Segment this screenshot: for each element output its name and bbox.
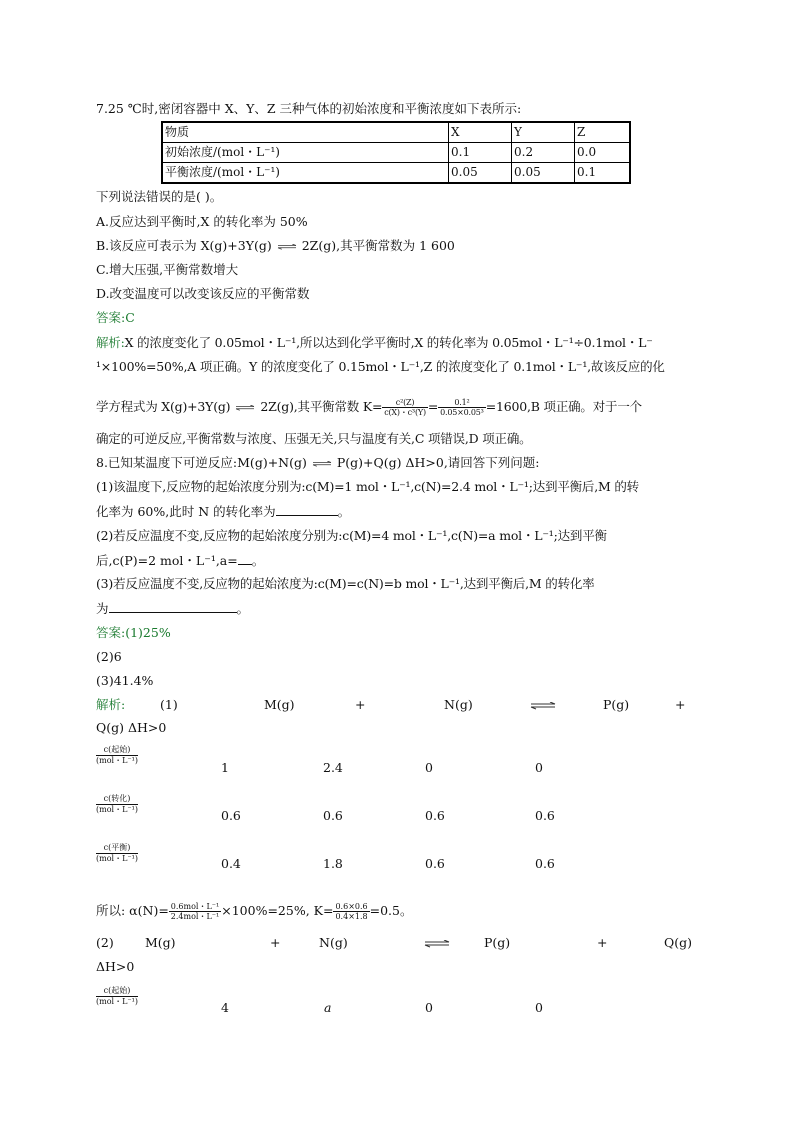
row-label-equilibrium [96,843,138,864]
q7-analysis-line-3 [96,398,642,417]
table-cell: 0.1 [449,143,512,163]
species-n: N(g) [444,697,473,712]
value-cell: 0.6 [425,856,445,871]
q7-option-b [96,238,455,254]
table-row [162,143,630,163]
equilibrium-arrow-icon [530,702,556,710]
species-p: P(g) [603,697,630,712]
fraction-numerator: c²(Z) [382,398,428,408]
value-cell: 2.4 [323,760,343,775]
table-header-cell: Y [512,122,575,143]
value-cell: 0 [535,1000,543,1015]
value-cell: 0.6 [535,856,555,871]
value-cell: 0.6 [323,808,343,823]
q8-part2-line1: (2)若反应温度不变,反应物的起始浓度分别为:c(M)=4 mol・L⁻¹,c(N)=a mol・L⁻¹;达到平衡 [96,528,607,543]
table-cell: 平衡浓度/(mol・L⁻¹) [162,163,449,184]
table-header-cell: X [449,122,512,143]
answer-blank[interactable] [109,600,237,613]
enthalpy-label: ΔH>0 [96,959,135,974]
fraction-numerator: c(起始) [96,986,138,997]
q7-concentration-table [161,121,631,184]
value-cell: a [324,1000,332,1015]
value-cell: 1.8 [323,856,343,871]
q7-option-c: C.增大压强,平衡常数增大 [96,262,239,277]
fraction-denominator: (mol・L⁻¹) [96,805,138,814]
answer-blank[interactable] [238,552,252,565]
q8-part1-line2 [96,503,350,520]
analysis-label: 解析: [96,697,126,712]
fraction-denominator: 0.05×0.05³ [440,408,484,417]
fraction-denominator: (mol・L⁻¹) [96,756,138,765]
q7-option-a: A.反应达到平衡时,X 的转化率为 50% [96,214,308,229]
q8-conclusion [96,902,412,921]
table-cell: 0.0 [575,143,631,163]
table-cell: 初始浓度/(mol・L⁻¹) [162,143,449,163]
q7-option-d: D.改变温度可以改变该反应的平衡常数 [96,286,310,301]
q8-stem [96,455,540,471]
equilibrium-arrow-icon [232,405,258,411]
k-value-fraction [438,398,486,417]
value-cell: 4 [221,1000,229,1015]
fraction-numerator: 0.1² [438,398,486,408]
row-label-change [96,794,138,815]
q8-stem-pre: 8.已知某温度下可逆反应:M(g)+N(g) [96,455,307,470]
fraction-denominator: (mol・L⁻¹) [96,997,138,1006]
row-label-start [96,986,138,1007]
row-label-start [96,745,138,766]
table-row [162,122,630,143]
value-cell: 0.6 [425,808,445,823]
answer-blank[interactable] [276,503,338,516]
q7-option-b-pre: B.该反应可表示为 X(g)+3Y(g) [96,238,272,253]
q8-stem-post: P(g)+Q(g) ΔH>0,请回答下列问题: [336,455,540,470]
q8-part1-text: 化率为 60%,此时 N 的转化率为 [96,504,276,519]
q8-answer-2: (2)6 [96,649,122,664]
table-cell: 0.05 [512,163,575,184]
conclusion-mid: ×100%=25%, K= [221,903,334,918]
plus-sign: + [355,697,366,712]
plus-sign: + [675,697,686,712]
fraction-denominator: (mol・L⁻¹) [96,854,138,863]
table-cell: 0.05 [449,163,512,184]
equilibrium-arrow-icon [309,461,335,467]
q8-part1-line1: (1)该温度下,反应物的起始浓度分别为:c(M)=1 mol・L⁻¹,c(N)=2.4 mol・L⁻¹;达到平衡后,M 的转 [96,479,639,494]
equals-sign: = [427,399,439,414]
part-label: (1) [160,697,178,712]
species-n: N(g) [319,935,348,950]
species-m: M(g) [264,697,295,712]
q8-part2-text: 后,c(P)=2 mol・L⁻¹,a= [96,553,238,568]
conversion-fraction [169,902,221,921]
analysis-label: 解析: [96,335,125,350]
period: 。 [251,553,265,568]
table-cell: 0.1 [575,163,631,184]
value-cell: 0 [535,760,543,775]
fraction-numerator: c(起始) [96,745,138,756]
q7-analysis-3-pre: 学方程式为 X(g)+3Y(g) [96,399,231,414]
conclusion-pre: 所以: α(N)= [96,903,169,918]
q7-answer: 答案:C [96,310,135,325]
fraction-numerator: 0.6mol・L⁻¹ [170,902,220,911]
q7-option-b-post: 2Z(g),其平衡常数为 1 600 [301,238,455,253]
value-cell: 0.6 [221,808,241,823]
conclusion-post: =0.5。 [369,903,413,918]
q7-question: 下列说法错误的是( )。 [96,189,223,204]
q8-part3-line1: (3)若反应温度不变,反应物的起始浓度为:c(M)=c(N)=b mol・L⁻¹,达到平衡后,M 的转化率 [96,576,595,591]
k-fraction [333,902,369,921]
q7-analysis-line-1 [96,335,653,351]
species-q: Q(g) [664,935,693,950]
part-label: (2) [96,935,114,950]
equilibrium-arrow-icon [424,940,450,948]
fraction-denominator: 0.4×1.8 [335,912,368,921]
fraction-numerator: c(转化) [96,794,138,805]
table-header-cell: 物质 [162,122,449,143]
q7-analysis-3-post: =1600,B 项正确。对于一个 [485,399,642,414]
q8-part3-text: 为 [96,601,109,616]
species-p: P(g) [484,935,511,950]
fraction-numerator: c(平衡) [96,843,138,854]
table-cell: 0.2 [512,143,575,163]
table-header-cell: Z [575,122,631,143]
value-cell: 1 [221,760,229,775]
fraction-numerator: 0.6×0.6 [335,902,368,911]
value-cell: 0.4 [221,856,241,871]
q7-analysis-line-2: ¹×100%=50%,A 项正确。Y 的浓度变化了 0.15mol・L⁻¹,Z 的浓度变化了 0.1mol・L⁻¹,故该反应的化 [96,359,665,374]
period: 。 [337,504,351,519]
species-m: M(g) [145,935,176,950]
q7-analysis-3-mid: 2Z(g),其平衡常数 K= [260,399,383,414]
fraction-denominator: 2.4mol・L⁻¹ [170,912,220,921]
species-q-enthalpy: Q(g) ΔH>0 [96,720,167,735]
q8-answer-3: (3)41.4% [96,673,154,688]
equilibrium-arrow-icon [274,244,300,250]
plus-sign: + [597,935,608,950]
table-row [162,163,630,184]
q8-part3-line2 [96,600,249,617]
value-cell: 0.6 [535,808,555,823]
q8-answer-1: 答案:(1)25% [96,625,171,640]
plus-sign: + [270,935,281,950]
value-cell: 0 [425,1000,433,1015]
fraction-denominator: c(X)・c³(Y) [384,408,426,417]
k-expression-fraction [382,398,428,417]
q7-stem: 7.25 ℃时,密闭容器中 X、Y、Z 三种气体的初始浓度和平衡浓度如下表所示: [96,101,522,116]
period: 。 [236,601,250,616]
value-cell: 0 [425,760,433,775]
q7-analysis-text: X 的浓度变化了 0.05mol・L⁻¹,所以达到化学平衡时,X 的转化率为 0.05mol・L⁻¹÷0.1mol・L⁻ [124,335,653,350]
q8-part2-line2 [96,552,264,569]
q7-analysis-line-4: 确定的可逆反应,平衡常数与浓度、压强无关,只与温度有关,C 项错误,D 项正确。 [96,431,532,446]
